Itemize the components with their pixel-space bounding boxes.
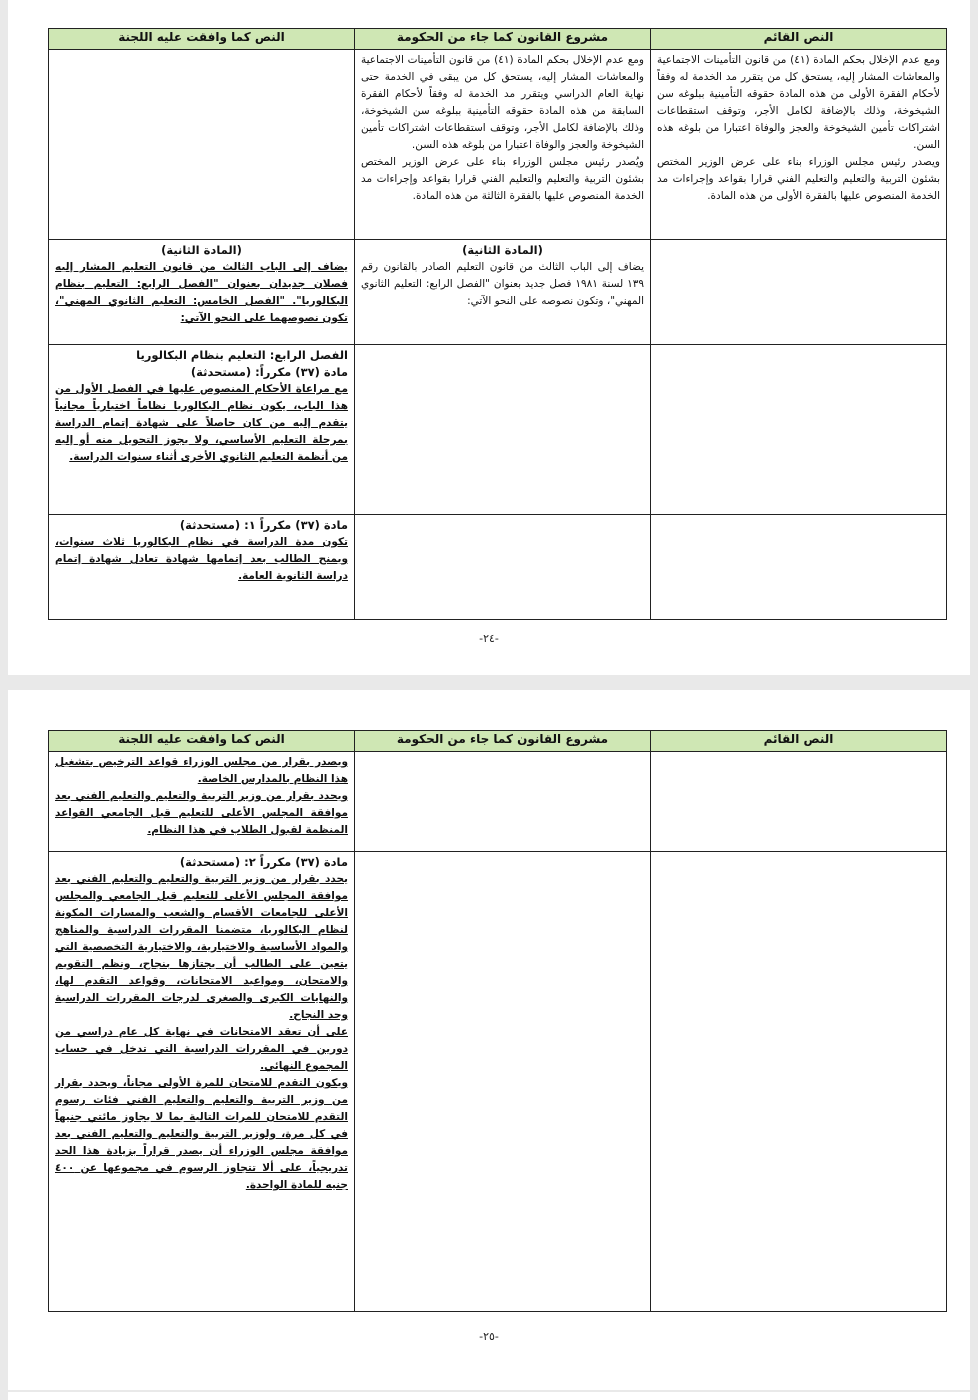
table-header-row <box>49 29 947 50</box>
cell-current <box>651 345 947 515</box>
cell-committee <box>49 50 355 240</box>
paragraph: ويُصدر رئيس مجلس الوزراء بناء على عرض الوزير المختص بشئون التربية والتعليم والتعليم الفني قرارا بقواعد وإجراءات مد الخدمة المنصوص عليها بالفقرة الثالثة من هذه المادة. <box>361 156 644 202</box>
table-row <box>49 752 947 852</box>
cell-government <box>355 852 651 1312</box>
header-committee-text: النص كما وافقت عليه اللجنة <box>49 731 355 752</box>
cell-government <box>355 515 651 620</box>
page-number: -٢٤- <box>479 632 499 645</box>
cell-committee <box>49 240 355 345</box>
paragraph: تكون مدة الدراسة في نظام البكالوريا ثلاث سنوات، ويمنح الطالب بعد إتمامها شهادة تعادل شهادة إتمام دراسة الثانوية العامة. <box>55 536 348 582</box>
cell-government <box>355 752 651 852</box>
paragraph: مع مراعاة الأحكام المنصوص عليها في الفصل الأول من هذا الباب، يكون نظام البكالوريا نظاماً اختيارياً مجانياً يتقدم إليه من كان حاصلاً على شهادة إتمام الدراسة بمرحلة التعليم الأساسي، ولا يجوز التحويل منه أو إليه من أنظمة التعليم الثانوي الأخرى أثناء سنوات الدراسة. <box>55 383 348 463</box>
header-current-text: النص القائم <box>651 29 947 50</box>
paragraph: يضاف إلى الباب الثالث من قانون التعليم المشار إليه فصلان جديدان بعنوان "الفصل الرابع: التعليم بنظام البكالوريا". "الفصل الخامس: التعليم الثانوي المهني"، تكون نصوصهما على النحو الآتي: <box>55 261 348 324</box>
cell-committee <box>49 515 355 620</box>
paragraph: ويصدر رئيس مجلس الوزراء بناء على عرض الوزير المختص بشئون التربية والتعليم والتعليم الفني قرارا بقواعد وإجراءات مد الخدمة المنصوص عليها بالفقرة الأولى من هذه المادة. <box>657 156 940 202</box>
paragraph: يضاف إلى الباب الثالث من قانون التعليم الصادر بالقانون رقم ١٣٩ لسنة ١٩٨١ فصل جديد بعنوان "الفصل الرابع: التعليم الثانوي المهني"، وتكون نصوصه على النحو الآتي: <box>361 261 644 307</box>
document-page-2 <box>8 690 970 1390</box>
cell-committee <box>49 852 355 1312</box>
chapter-title: الفصل الرابع: التعليم بنظام البكالوريا <box>136 348 348 362</box>
header-government-draft: مشروع القانون كما جاء من الحكومة <box>355 29 651 50</box>
cell-current <box>651 50 947 240</box>
paragraph: يحدد بقرار من وزير التربية والتعليم والتعليم الفني بعد موافقة المجلس الأعلى للتعليم قبل الجامعي والمجلس الأعلى للجامعات الأقسام والشعب والمسارات المكونة لنظام البكالوريا، متضمنا المقررات الدراسية والمناهج والمواد الأساسية والاختيارية، والاختيارية التخصصية التي يتعين على الطالب أن يجتازها بنجاح، ونظم التقويم والامتحان، ومواعيد الامتحانات، وقواعد التقدم لها، والنهايات الكبرى والصغرى لدرجات المقررات الدراسية وحد النجاح. <box>55 873 348 1021</box>
table-row <box>49 345 947 515</box>
paragraph: ومع عدم الإخلال بحكم المادة (٤١) من قانون التأمينات الاجتماعية والمعاشات المشار إليه، يستحق كل من يبقى في الخدمة حتى نهاية العام الدراسي ويتقرر مد الخدمة له وفقاً لأحكام الفقرة السابقة من هذه المادة حقوقه التأمينية ببلوغه سن الشيخوخة، وذلك بالإضافة لكامل الأجر، وتوقف استقطاعات اشتراكات تأمين الشيخوخة والعجز والوفاة اعتبارا من بلوغه هذه السن. <box>361 54 644 151</box>
table-header-row <box>49 731 947 752</box>
cell-committee <box>49 345 355 515</box>
paragraph: ويكون التقدم للامتحان للمرة الأولى مجاناً، ويحدد بقرار من وزير التربية والتعليم والتعليم الفني فئات رسوم التقدم للامتحان للمرات التالية بما لا يجاوز مائتي جنيهاً في كل مرة، ولوزير التربية والتعليم والتعليم الفني بعد موافقة مجلس الوزراء أن يصدر قراراً بزيادة هذا الحد تدريجياً، على ألا تتجاوز الرسوم في مجموعها عن ٤٠٠ جنيه للمادة الواحدة. <box>55 1077 348 1191</box>
comparison-table-page-2 <box>48 730 947 1312</box>
cell-current <box>651 852 947 1312</box>
article-title: مادة (٣٧) مكرراً: (مستحدثة) <box>190 365 348 379</box>
header-government-draft: مشروع القانون كما جاء من الحكومة <box>355 731 651 752</box>
header-current-text: النص القائم <box>651 731 947 752</box>
paragraph: على أن تعقد الامتحانات في نهاية كل عام دراسي من دورين في المقررات الدراسية التي تدخل في حساب المجموع النهائي. <box>55 1026 348 1072</box>
table-row <box>49 515 947 620</box>
article-title: مادة (٣٧) مكرراً ١: (مستحدثة) <box>179 518 348 532</box>
header-committee-text: النص كما وافقت عليه اللجنة <box>49 29 355 50</box>
comparison-table-page-1 <box>48 28 947 620</box>
cell-government <box>355 240 651 345</box>
cell-government <box>355 50 651 240</box>
paragraph: ويصدر بقرار من مجلس الوزراء قواعد الترخيص بتشغيل هذا النظام بالمدارس الخاصة. <box>55 756 348 785</box>
document-page-1 <box>8 0 970 675</box>
table-row <box>49 240 947 345</box>
cell-current <box>651 515 947 620</box>
article-title: (المادة الثانية) <box>161 243 242 257</box>
paragraph: ومع عدم الإخلال بحكم المادة (٤١) من قانون التأمينات الاجتماعية والمعاشات المشار إليه، يستحق كل من يتقرر مد الخدمة له وفقاً لأحكام الفقرة الأولى من هذه المادة حقوقه التأمينية ببلوغه سن الشيخوخة، وذلك بالإضافة لكامل الأجر، وتوقف استقطاعات اشتراكات تأمين الشيخوخة والعجز والوفاة اعتبارا من بلوغه هذه السن. <box>657 54 940 151</box>
cell-committee <box>49 752 355 852</box>
cell-current <box>651 752 947 852</box>
page-number: -٢٥- <box>479 1330 499 1343</box>
next-page-edge <box>8 1392 970 1400</box>
paragraph: ويحدد بقرار من وزير التربية والتعليم والتعليم الفني بعد موافقة المجلس الأعلى للتعليم قبل الجامعي القواعد المنظمة لقبول الطلاب في هذا النظام. <box>55 790 348 836</box>
cell-government <box>355 345 651 515</box>
table-row <box>49 50 947 240</box>
article-title: (المادة الثانية) <box>462 243 543 257</box>
cell-current <box>651 240 947 345</box>
article-title: مادة (٣٧) مكرراً ٢: (مستحدثة) <box>179 855 348 869</box>
table-row <box>49 852 947 1312</box>
